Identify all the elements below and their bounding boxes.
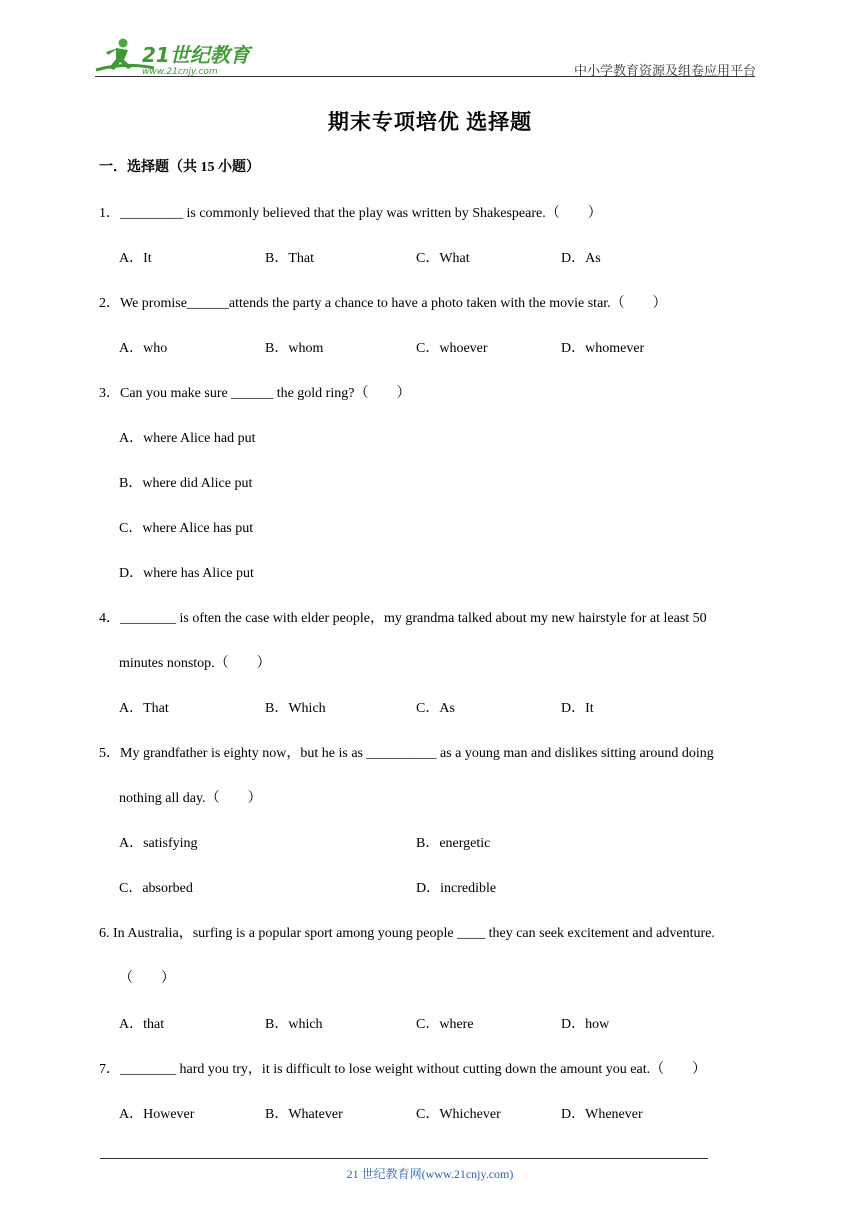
footer-divider	[100, 1158, 708, 1159]
question-2-option-c: C．whoever	[416, 341, 488, 356]
question-7-option-d: D．Whenever	[561, 1107, 643, 1122]
svg-text:21世纪教育: 21世纪教育	[142, 43, 250, 67]
question-4-option-b: B．Which	[265, 701, 326, 716]
question-1-option-d: D．As	[561, 251, 601, 266]
question-2-option-b: B．whom	[265, 341, 324, 356]
question-3-option-b: B．where did Alice put	[119, 476, 253, 491]
question-5-option-c: C．absorbed	[119, 881, 193, 896]
question-7-option-a: A．However	[119, 1107, 195, 1122]
question-3-option-a: A．where Alice had put	[119, 431, 256, 446]
footer-link[interactable]: 21 世纪教育网(www.21cnjy.com)	[346, 1167, 514, 1181]
question-1-text: 1．_________ is commonly believed that the play was written by Shakespeare.（ ）	[99, 206, 602, 221]
question-5-text-cont: nothing all day.（ ）	[119, 791, 262, 806]
question-3-option-d: D．where has Alice put	[119, 566, 254, 581]
question-6-option-a: A．that	[119, 1017, 165, 1032]
question-3-text: 3．Can you make sure ______ the gold ring?（ ）	[99, 386, 411, 401]
runner-logo-icon	[94, 36, 264, 78]
question-7-option-c: C．Whichever	[416, 1107, 501, 1122]
question-4-option-c: C．As	[416, 701, 455, 716]
question-7-text: 7．________ hard you try，it is difficult to lose weight without cutting down the amount you eat.（ ）	[99, 1062, 707, 1077]
question-4-option-d: D．It	[561, 701, 594, 716]
question-6-text-cont: （ ）	[119, 971, 175, 986]
question-7-option-b: B．Whatever	[265, 1107, 343, 1122]
question-4-option-a: A．That	[119, 701, 169, 716]
question-2-option-d: D．whomever	[561, 341, 645, 356]
question-6-text: 6. In Australia，surfing is a popular sport among young people ____ they can seek excitement and adventure.	[99, 926, 715, 941]
page-title: 期末专项培优 选择题	[327, 110, 533, 134]
site-logo	[94, 36, 264, 78]
question-2-text: 2．We promise______attends the party a chance to have a photo taken with the movie star.（ ）	[99, 296, 667, 311]
question-4-text-cont: minutes nonstop.（ ）	[119, 656, 271, 671]
question-3-option-c: C．where Alice has put	[119, 521, 254, 536]
question-1-option-b: B．That	[265, 251, 314, 266]
question-2-option-a: A．who	[119, 341, 168, 356]
question-4-text: 4．________ is often the case with elder people，my grandma talked about my new hairstyle for at least 50	[99, 611, 707, 626]
question-1-option-a: A．It	[119, 251, 152, 266]
question-5-option-a: A．satisfying	[119, 836, 198, 851]
question-6-option-b: B．which	[265, 1017, 323, 1032]
question-5-option-d: D．incredible	[416, 881, 497, 896]
question-1-option-c: C．What	[416, 251, 470, 266]
section-heading: 一．选择题（共 15 小题）	[99, 160, 260, 175]
question-6-option-d: D．how	[561, 1017, 610, 1032]
question-6-option-c: C．where	[416, 1017, 474, 1032]
question-5-text: 5．My grandfather is eighty now，but he is as __________ as a young man and dislikes sitting around doing	[99, 746, 714, 761]
svg-text:www.21cnjy.com: www.21cnjy.com	[142, 67, 218, 77]
header-platform-text: 中小学教育资源及组卷应用平台	[573, 63, 756, 78]
header-divider	[95, 76, 755, 77]
question-5-option-b: B．energetic	[416, 836, 491, 851]
